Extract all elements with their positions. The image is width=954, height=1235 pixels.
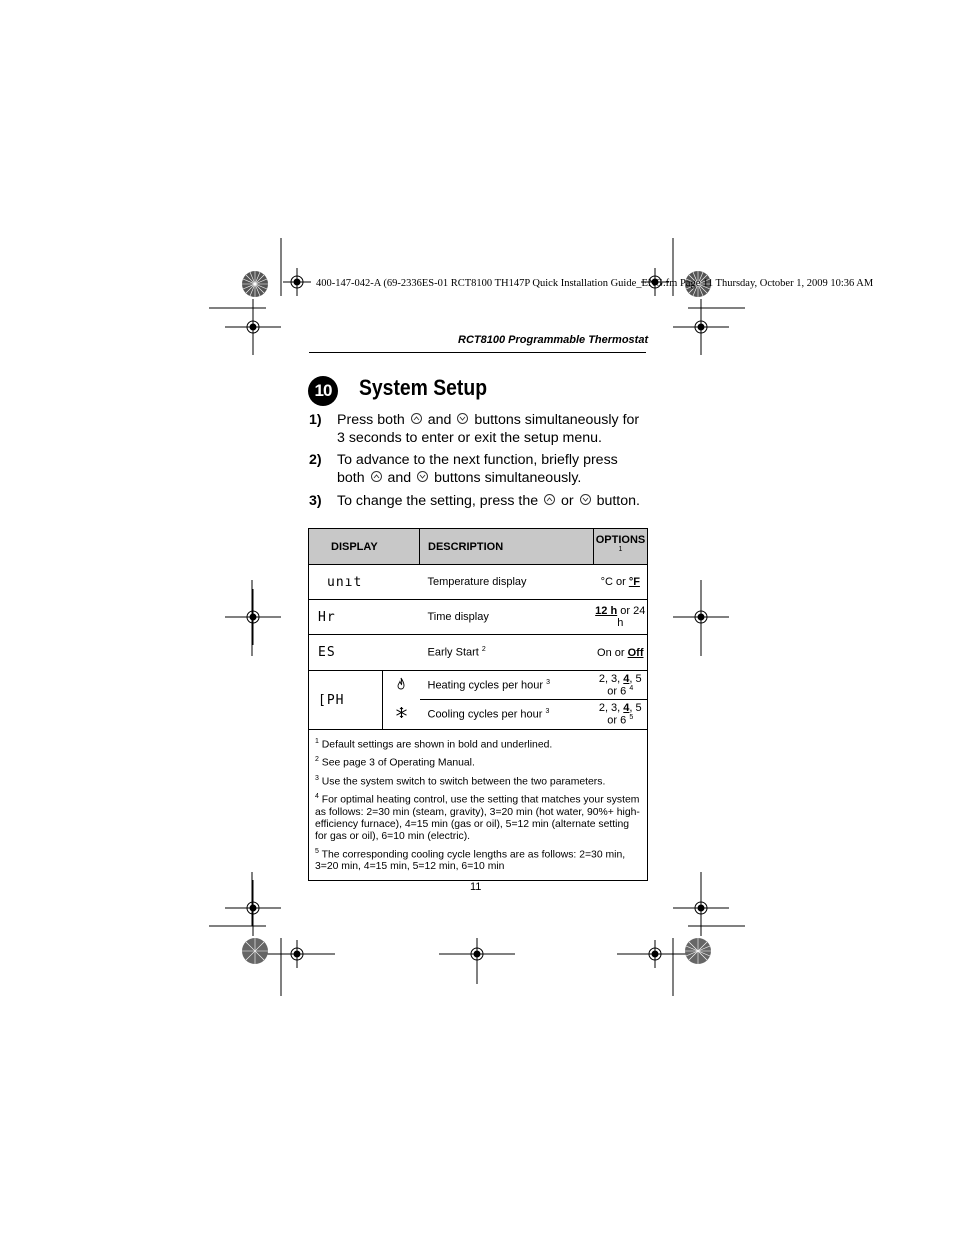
row-description: Early Start $^2$ [420,635,594,671]
row-options: 2, 3, 4, 5 or 6 $^5$ [594,700,648,730]
table-row [309,635,648,671]
file-info-line: 400-147-042-A (69-2336ES-01 RCT8100 TH147P Quick Installation Guide_ENG.fm Page 11 Thursday, October 1, 2009 10:36 AM [316,278,874,289]
down-arrow-button-icon [457,413,468,424]
table-header-row [309,529,648,565]
setup-table [308,528,648,881]
header-options: OPTIONS $^1$ [594,529,648,565]
down-arrow-button-icon [580,494,591,505]
footnote: $^2$ See page 3 of Operating Manual. [315,756,475,769]
row-description: Cooling cycles per hour $^3$ [420,700,594,730]
lcd-display-hr: Hr [309,600,420,635]
up-arrow-button-icon [544,494,555,505]
step-3: 3) To change the setting, press the or button. [309,493,640,509]
row-options: 2, 3, 4, 5 or 6 $^4$ [594,671,648,700]
lcd-display-cph: [PH [309,671,383,730]
row-options: °C or °F [594,565,648,600]
page-number: 11 [470,881,482,893]
step-number: 2) [309,452,322,468]
footnotes-row [309,730,648,881]
up-arrow-button-icon [411,413,422,424]
table-row [309,565,648,600]
section-title: System Setup [359,375,488,400]
footnote: $^1$ Default settings are shown in bold and underlined. [315,738,553,751]
header-display: DISPLAY [309,529,420,565]
section-number-badge: 10 [308,376,338,406]
footnotes [309,730,648,881]
row-description: Heating cycles per hour $^3$ [420,671,594,700]
row-description: Temperature display [420,565,594,600]
snowflake-icon [383,700,420,730]
row-options: 12 h or 24 h [594,600,648,635]
table-row-heat [309,671,648,700]
step-2: 2) To advance to the next function, briefly press both and buttons simultaneously. [309,452,618,486]
row-description: Time display [420,600,594,635]
footnote: $^5$ The corresponding cooling cycle lengths are as follows: 2=30 min, 3=20 min, 4=15 min, 5=12 min, 6=10 min [315,847,626,873]
footnote: $^4$ For optimal heating control, use the setting that matches your system as follows: 2=30 min (steam, gravity), 3=20 min (hot water, 90%+ high-efficiency furnace), 4=15 min (gas or oil), 5=12 min (alternate setting for gas or oil), 6=10 min (electric). [315,793,640,842]
up-arrow-button-icon [371,471,382,482]
step-1: 1) Press both and buttons simultaneously for 3 seconds to enter or exit the setup menu. [309,412,640,446]
row-options: On or Off [594,635,648,671]
lcd-display-unit: unıt [309,565,420,600]
lcd-display-es: ES [309,635,420,671]
step-number: 3) [309,493,322,509]
step-number: 1) [309,412,322,428]
footnote: $^3$ Use the system switch to switch between the two parameters. [315,774,606,788]
table-row [309,600,648,635]
header-description: DESCRIPTION [420,529,594,565]
down-arrow-button-icon [417,471,428,482]
document-title: RCT8100 Programmable Thermostat [458,334,649,346]
header-rule [309,352,646,353]
flame-icon [383,671,420,700]
